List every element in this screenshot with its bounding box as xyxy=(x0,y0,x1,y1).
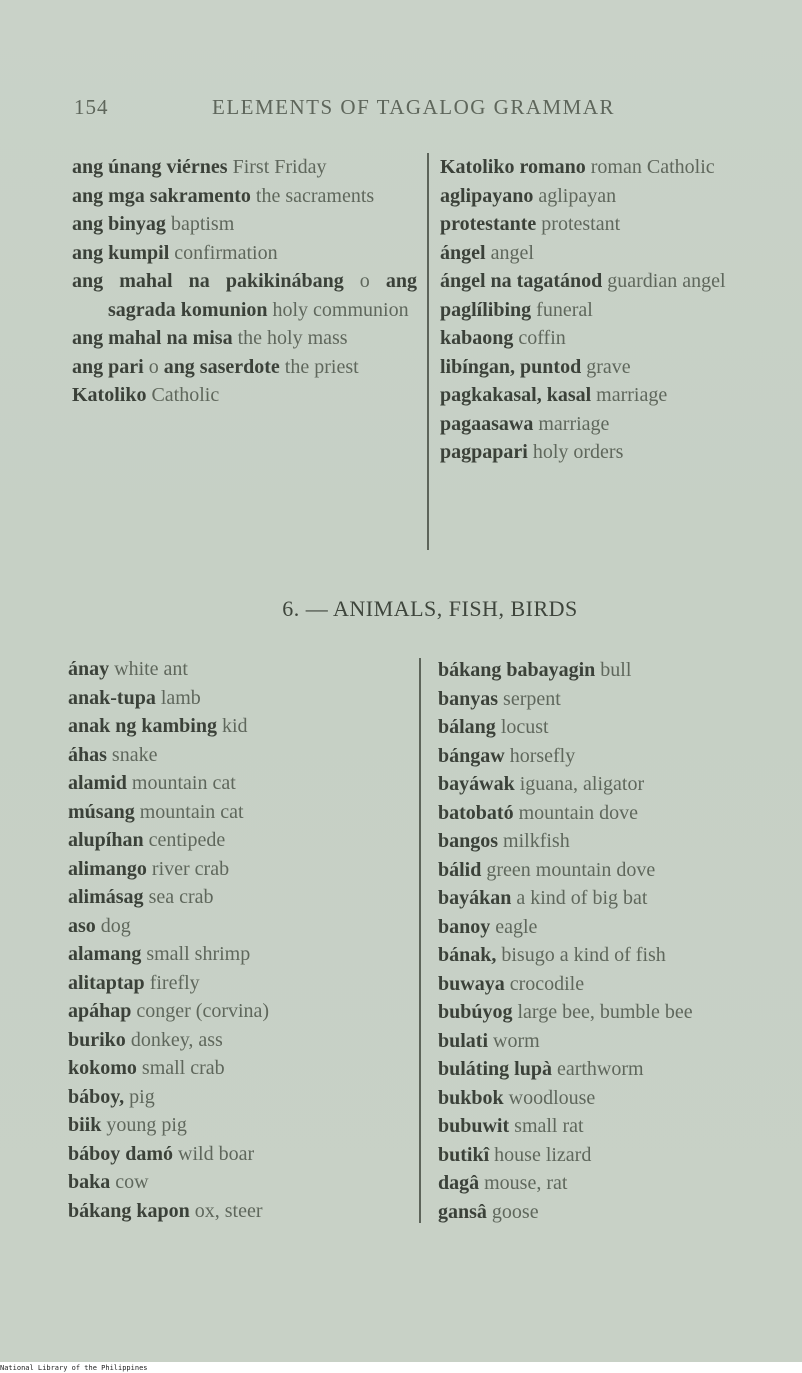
vocab-entry xyxy=(68,912,413,941)
tagalog-term: bának, xyxy=(438,944,497,966)
tagalog-term: músang xyxy=(68,800,135,823)
tagalog-term: ángel na tagatánod xyxy=(440,270,603,292)
english-gloss: marriage xyxy=(591,384,668,406)
english-gloss: protestant xyxy=(536,213,621,235)
english-gloss: aglipayan xyxy=(533,184,617,207)
vocab-entry xyxy=(440,381,785,410)
english-gloss: mouse, rat xyxy=(479,1172,568,1194)
tagalog-term: áhas xyxy=(68,743,107,766)
vocab-entry xyxy=(438,799,788,828)
english-gloss: conger (corvina) xyxy=(131,1000,270,1022)
tagalog-term: anak-tupa xyxy=(68,686,156,709)
english-gloss: goose xyxy=(486,1200,539,1223)
vocab-entry xyxy=(438,685,788,714)
tagalog-term: protestante xyxy=(440,213,537,235)
english-gloss: mountain cat xyxy=(134,800,244,823)
vocab-entry xyxy=(68,826,413,855)
page-number: 154 xyxy=(74,95,109,119)
vocab-entry xyxy=(72,353,417,382)
english-gloss: roman Catholic xyxy=(585,156,715,178)
vocab-entry xyxy=(68,712,413,741)
english-gloss: cow xyxy=(110,1171,149,1193)
vocab-entry xyxy=(438,827,788,856)
vocab-entry xyxy=(438,1169,788,1198)
tagalog-term: bayákan xyxy=(438,887,512,909)
english-gloss: small crab xyxy=(136,1057,225,1079)
vocab-entry xyxy=(440,210,785,239)
english-gloss: the holy mass xyxy=(232,327,348,349)
religion-vocab-left-column xyxy=(72,153,417,410)
running-head xyxy=(74,95,654,125)
vocab-entry xyxy=(440,410,785,439)
vocab-entry xyxy=(68,798,413,827)
tagalog-term: bayáwak xyxy=(438,773,515,795)
vocab-entry xyxy=(72,153,417,182)
vocab-entry xyxy=(68,1168,413,1197)
tagalog-term: bálang xyxy=(438,716,496,738)
tagalog-term: buláting lupà xyxy=(438,1058,552,1080)
tagalog-term: pagkakasal, kasal xyxy=(440,384,592,406)
vocab-entry xyxy=(68,855,413,884)
tagalog-term: baka xyxy=(68,1171,111,1193)
section-heading xyxy=(0,596,802,622)
vocab-entry xyxy=(440,296,785,325)
religion-vocab-right-column xyxy=(440,153,785,467)
section-title: ANIMALS, FISH, BIRDS xyxy=(333,596,578,621)
tagalog-term: banyas xyxy=(438,687,499,710)
english-gloss: green mountain dove xyxy=(481,858,656,881)
tagalog-term: biik xyxy=(68,1114,102,1136)
english-gloss: worm xyxy=(488,1029,540,1052)
english-gloss: wild boar xyxy=(173,1142,255,1165)
tagalog-term: alamid xyxy=(68,772,127,794)
english-gloss: iguana, aligator xyxy=(514,773,645,795)
tagalog-term: pagpapari xyxy=(440,441,528,463)
vocab-entry xyxy=(68,684,413,713)
english-gloss: angel xyxy=(485,241,534,264)
english-gloss: holy orders xyxy=(527,441,624,463)
tagalog-term: ang kumpil xyxy=(72,241,170,264)
english-gloss: First Friday xyxy=(227,156,327,178)
animals-vocab-left-column xyxy=(68,655,413,1225)
english-gloss: snake xyxy=(106,743,158,766)
english-gloss: Catholic xyxy=(146,384,220,406)
english-gloss: coffin xyxy=(513,327,566,349)
tagalog-term: bákang babayagin xyxy=(438,659,596,681)
vocab-entry xyxy=(438,941,788,970)
vocab-entry xyxy=(68,940,413,969)
english-gloss: marriage xyxy=(533,412,610,435)
vocab-entry xyxy=(68,1054,413,1083)
english-gloss: funeral xyxy=(531,298,593,321)
english-gloss: sea crab xyxy=(143,886,214,908)
tagalog-term: bubúyog xyxy=(438,1001,513,1023)
tagalog-term: ang mahal na misa xyxy=(72,327,233,349)
tagalog-term: báboy, xyxy=(68,1085,125,1108)
vocab-entry xyxy=(68,1026,413,1055)
english-gloss: baptism xyxy=(165,213,235,235)
vocab-entry xyxy=(68,769,413,798)
vocab-entry xyxy=(438,856,788,885)
vocab-entry xyxy=(440,438,785,467)
vocab-entry xyxy=(438,656,788,685)
english-gloss: horsefly xyxy=(504,744,576,767)
english-gloss: small rat xyxy=(509,1115,584,1137)
conjunction: o xyxy=(343,270,386,292)
tagalog-term: libíngan, puntod xyxy=(440,355,582,378)
tagalog-term: báboy damó xyxy=(68,1142,174,1165)
vocab-entry xyxy=(72,239,417,268)
english-gloss: a kind of big bat xyxy=(511,887,648,909)
tagalog-term: bángaw xyxy=(438,744,505,767)
vocab-entry xyxy=(72,381,417,410)
vocab-entry xyxy=(68,883,413,912)
english-gloss: young pig xyxy=(101,1114,187,1136)
english-gloss: small shrimp xyxy=(141,943,251,965)
english-gloss: kid xyxy=(216,715,248,737)
tagalog-term: bangos xyxy=(438,830,499,852)
english-gloss: guardian angel xyxy=(602,270,726,292)
tagalog-term: ang únang viérnes xyxy=(72,156,228,178)
english-gloss: ox, steer xyxy=(189,1199,263,1222)
column-divider xyxy=(419,658,421,1223)
english-gloss: bisugo a kind of fish xyxy=(496,944,666,966)
english-gloss: donkey, ass xyxy=(125,1028,223,1051)
vocab-entry xyxy=(68,997,413,1026)
english-gloss: pig xyxy=(124,1085,155,1108)
tagalog-term: buwaya xyxy=(438,972,505,995)
tagalog-term: ang mga sakramento xyxy=(72,184,251,207)
english-gloss: confirmation xyxy=(169,241,278,264)
tagalog-term: kabaong xyxy=(440,327,514,349)
vocab-entry xyxy=(438,770,788,799)
heading-dash: — xyxy=(305,596,329,621)
tagalog-term: batobató xyxy=(438,801,514,824)
vocab-entry xyxy=(438,713,788,742)
english-gloss: earthworm xyxy=(551,1058,644,1080)
vocab-entry xyxy=(440,153,785,182)
animals-vocab-right-column xyxy=(438,656,788,1226)
tagalog-term: buriko xyxy=(68,1028,126,1051)
english-gloss: grave xyxy=(581,355,631,378)
tagalog-term: apáhap xyxy=(68,1000,132,1022)
vocab-entry xyxy=(438,1112,788,1141)
vocab-entry xyxy=(72,210,417,239)
vocab-entry xyxy=(440,324,785,353)
vocab-entry xyxy=(438,913,788,942)
tagalog-term: ánay xyxy=(68,658,110,680)
tagalog-term: alitaptap xyxy=(68,971,145,994)
english-gloss: large bee, bumble bee xyxy=(512,1001,693,1023)
tagalog-term: bulati xyxy=(438,1029,489,1052)
vocab-entry xyxy=(438,884,788,913)
tagalog-term: bubuwit xyxy=(438,1115,510,1137)
tagalog-term: pagaasawa xyxy=(440,412,534,435)
tagalog-term: Katoliko xyxy=(72,384,147,406)
tagalog-term: kokomo xyxy=(68,1057,137,1079)
tagalog-term: gansâ xyxy=(438,1200,487,1223)
vocab-entry xyxy=(440,182,785,211)
english-gloss: serpent xyxy=(498,687,561,710)
vocab-entry xyxy=(68,1083,413,1112)
vocab-entry xyxy=(438,1084,788,1113)
tagalog-term: ang binyag xyxy=(72,213,166,235)
vocab-entry xyxy=(72,324,417,353)
vocab-entry xyxy=(68,655,413,684)
english-gloss: mountain dove xyxy=(513,801,639,824)
english-gloss: dog xyxy=(95,914,131,937)
vocab-entry xyxy=(72,267,417,324)
english-gloss: holy communion xyxy=(267,298,409,321)
english-gloss: locust xyxy=(495,716,549,738)
english-gloss: house lizard xyxy=(489,1143,592,1166)
english-gloss: crocodile xyxy=(504,972,585,995)
vocab-entry xyxy=(438,998,788,1027)
conjunction: o xyxy=(143,355,164,378)
tagalog-term: alimásag xyxy=(68,886,144,908)
english-gloss: white ant xyxy=(109,658,188,680)
english-gloss: firefly xyxy=(144,971,200,994)
english-gloss: the sacraments xyxy=(250,184,375,207)
tagalog-term: bákang kapon xyxy=(68,1199,190,1222)
tagalog-term: ang mahal na pakikinábang xyxy=(72,270,344,292)
vocab-entry xyxy=(68,1111,413,1140)
vocab-entry xyxy=(438,1198,788,1227)
vocab-entry xyxy=(72,182,417,211)
tagalog-term: anak ng kambing xyxy=(68,715,217,737)
vocab-entry xyxy=(438,1055,788,1084)
english-gloss: the priest xyxy=(279,355,359,378)
tagalog-term: ang pari xyxy=(72,355,144,378)
tagalog-term: banoy xyxy=(438,915,491,938)
vocab-entry xyxy=(68,969,413,998)
vocab-entry xyxy=(440,267,785,296)
vocab-entry xyxy=(440,239,785,268)
column-divider xyxy=(427,153,429,550)
tagalog-term: alupíhan xyxy=(68,829,144,851)
tagalog-term: bálid xyxy=(438,858,482,881)
english-gloss: eagle xyxy=(490,915,538,938)
tagalog-term: ang saserdote xyxy=(163,355,280,378)
english-gloss: bull xyxy=(595,659,632,681)
english-gloss: woodlouse xyxy=(503,1086,596,1109)
vocab-entry xyxy=(440,353,785,382)
tagalog-term: butikî xyxy=(438,1143,490,1166)
vocab-entry xyxy=(438,742,788,771)
tagalog-term: ang sagrada komunion xyxy=(108,270,418,321)
tagalog-term: bukbok xyxy=(438,1086,504,1109)
tagalog-term: alimango xyxy=(68,857,147,880)
english-gloss: lamb xyxy=(155,686,201,709)
tagalog-term: paglílibing xyxy=(440,298,532,321)
vocab-entry xyxy=(438,970,788,999)
vocab-entry xyxy=(68,1140,413,1169)
tagalog-term: alamang xyxy=(68,943,142,965)
vocab-entry xyxy=(68,1197,413,1226)
section-number: 6. xyxy=(282,596,300,621)
tagalog-term: aso xyxy=(68,914,96,937)
tagalog-term: ángel xyxy=(440,241,486,264)
tagalog-term: Katoliko romano xyxy=(440,156,586,178)
tagalog-term: aglipayano xyxy=(440,184,534,207)
english-gloss: mountain cat xyxy=(126,772,236,794)
vocab-entry xyxy=(438,1141,788,1170)
vocab-entry xyxy=(68,741,413,770)
book-title: ELEMENTS OF TAGALOG GRAMMAR xyxy=(212,95,616,119)
english-gloss: river crab xyxy=(146,857,230,880)
vocab-entry xyxy=(438,1027,788,1056)
english-gloss: centipede xyxy=(143,829,226,851)
tagalog-term: dagâ xyxy=(438,1172,480,1194)
library-credit: National Library of the Philippines xyxy=(0,1363,802,1373)
english-gloss: milkfish xyxy=(498,830,570,852)
